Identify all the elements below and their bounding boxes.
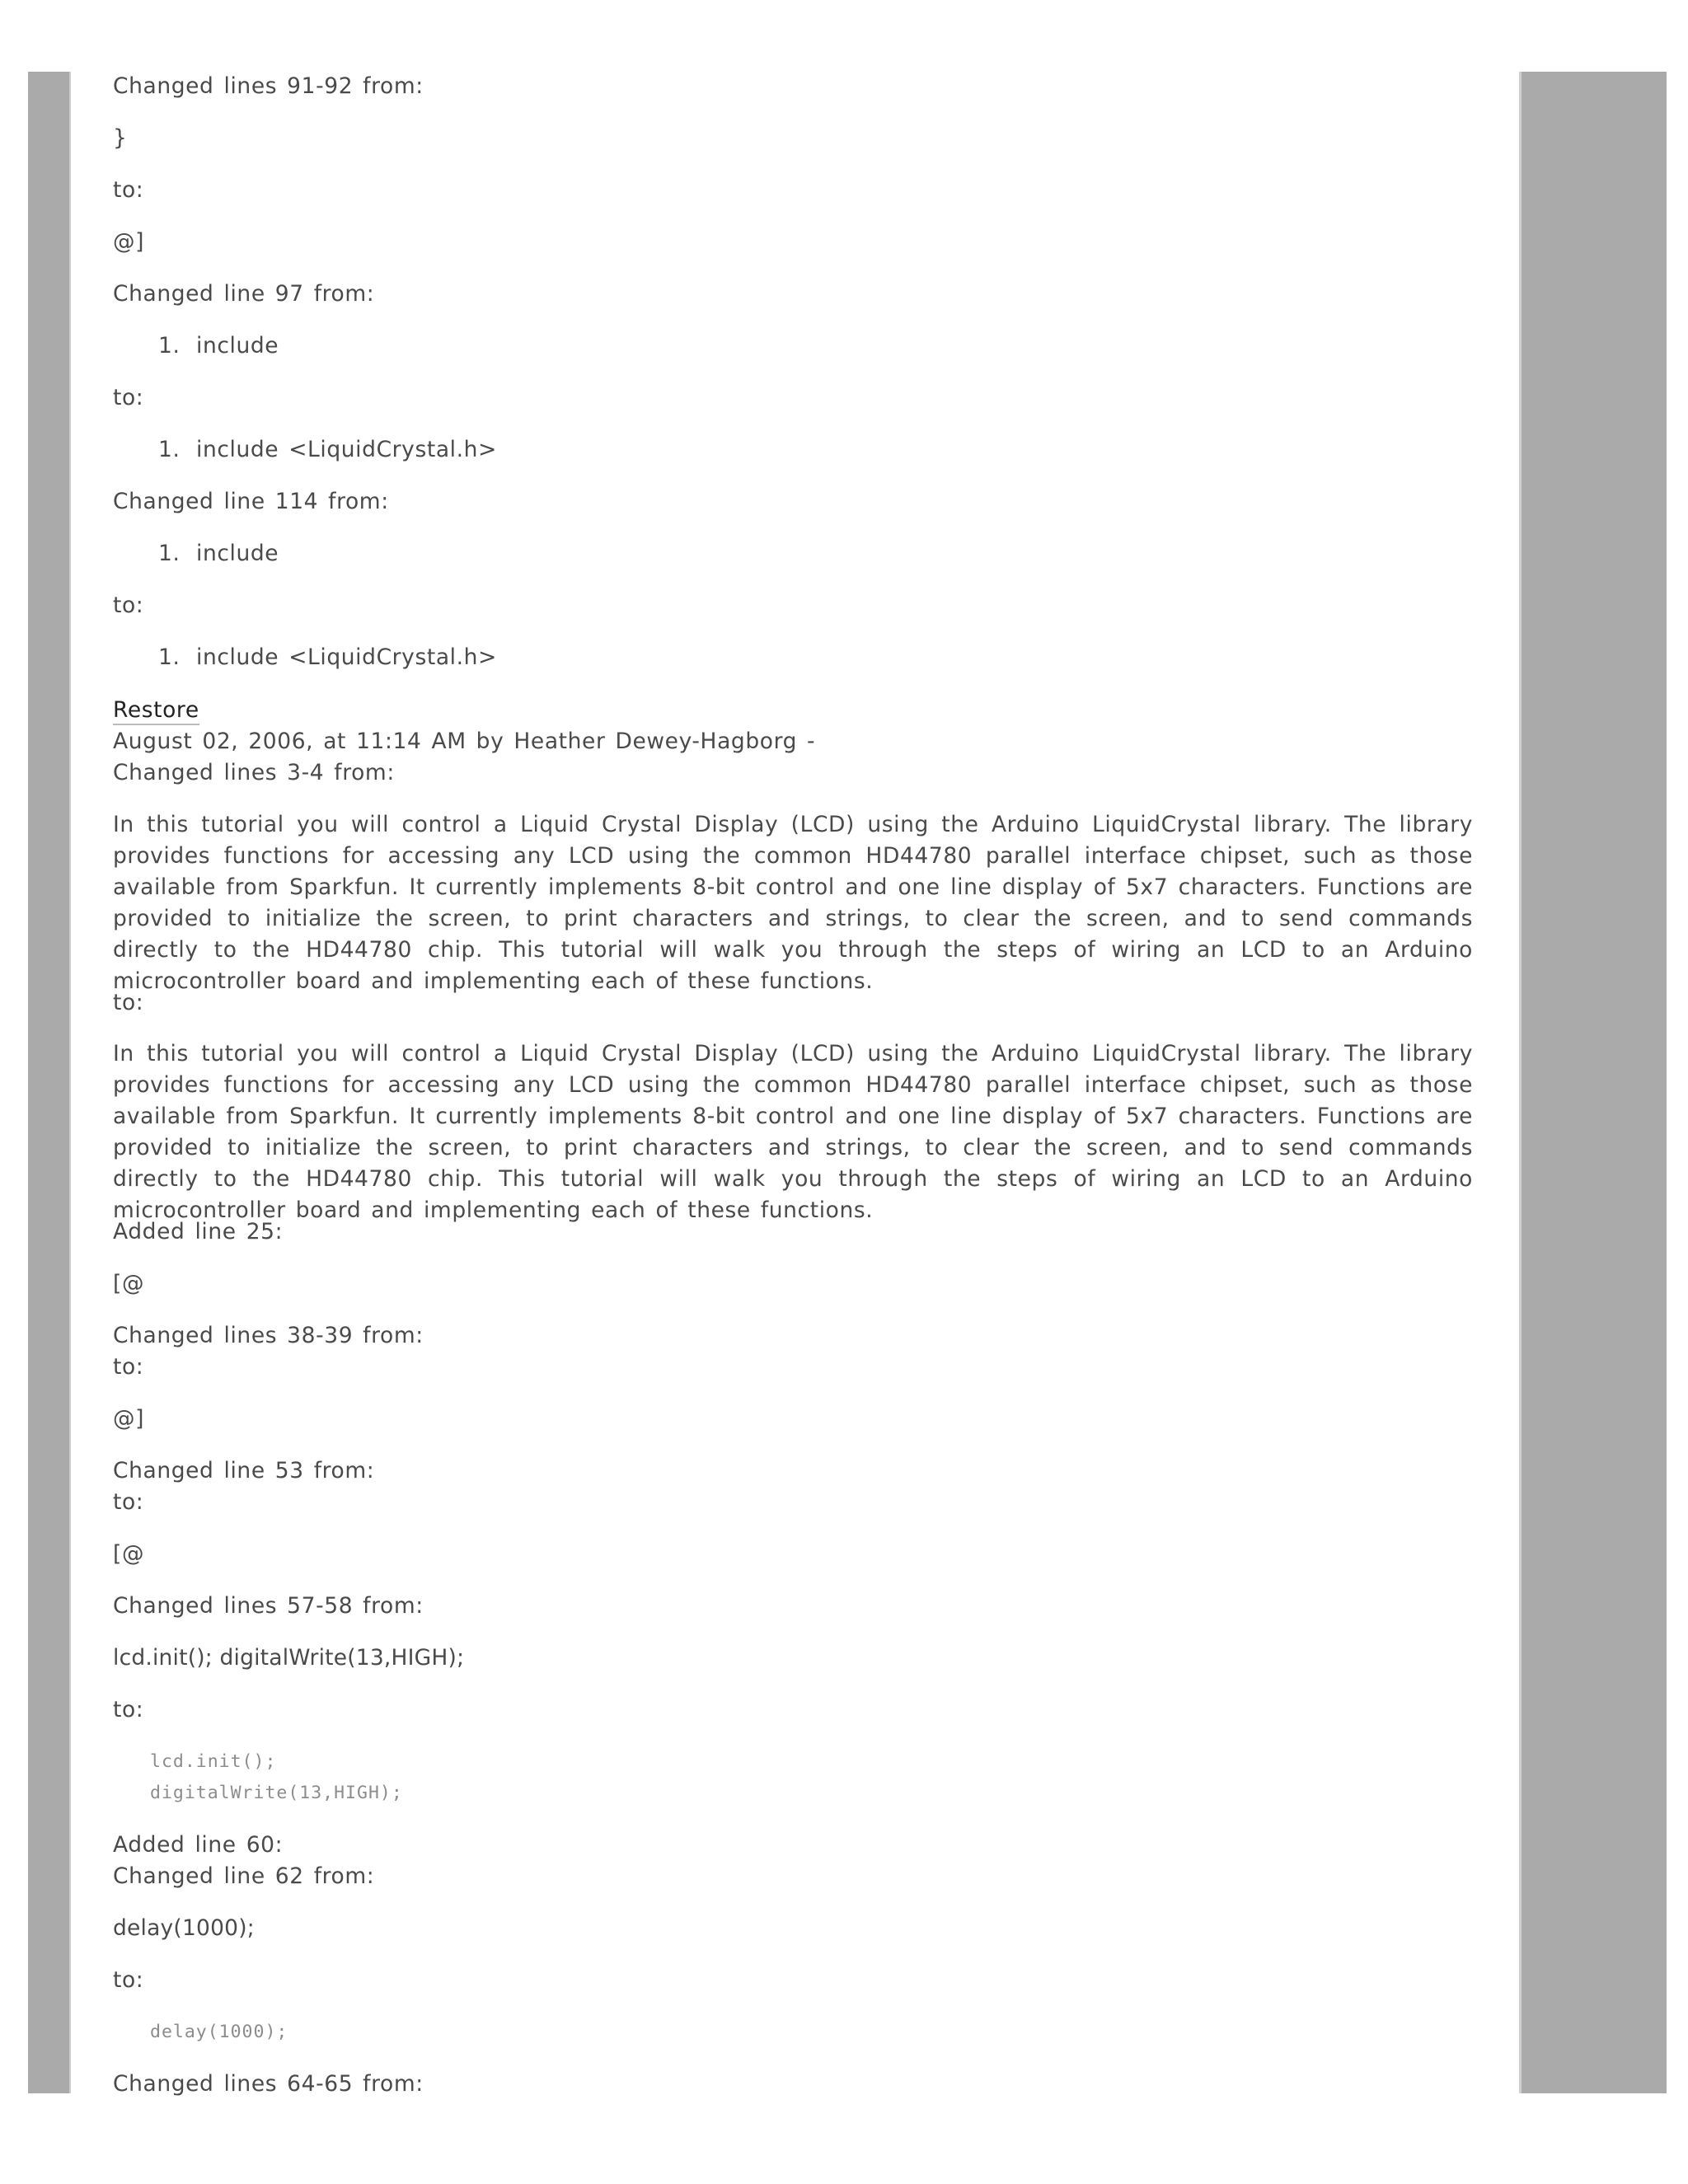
diff-heading: Changed line 97 from: — [113, 281, 375, 307]
diff-to-label: to: — [113, 990, 144, 1015]
diff-heading: Changed lines 57-58 from: — [113, 1593, 424, 1619]
code-line: digitalWrite(13,HIGH); — [150, 1783, 403, 1803]
list-item-text: include — [196, 541, 279, 566]
diff-heading: Changed lines 3-4 from: — [113, 760, 395, 785]
diff-to-label: to: — [113, 1967, 144, 1993]
diff-heading: Changed lines 91-92 from: — [113, 73, 424, 99]
list-number: 1. — [158, 541, 181, 566]
list-item-text: include <LiquidCrystal.h> — [196, 644, 497, 670]
list-number: 1. — [158, 437, 181, 462]
diff-paragraph-from: In this tutorial you will control a Liquid Crystal Display (LCD) using the Arduino LiquidCrystal library. The library provides functions for accessing any LCD using the common HD44780 parallel interface chipset, such as those available from Sparkfun. It currently implements 8-bit control and one line display of 5x7 characters. Functions are provided to initialize the screen, to print characters and strings, to clear the screen, and to send commands directly to the HD44780 chip. This tutorial will walk you through the steps of wiring an LCD to an Arduino microcontroller board and implementing each of these functions. — [113, 812, 1473, 994]
diff-heading: Changed lines 38-39 from: — [113, 1323, 424, 1348]
diff-to-label: to: — [113, 385, 144, 410]
left-margin-edge — [69, 72, 71, 2093]
diff-to-label: to: — [113, 177, 144, 203]
diff-heading: Added line 25: — [113, 1219, 284, 1244]
diff-to-label: to: — [113, 1489, 144, 1515]
restore-link[interactable]: Restore — [113, 697, 199, 725]
diff-heading: Changed lines 64-65 from: — [113, 2071, 424, 2097]
list-item — [158, 330, 279, 362]
diff-heading: Changed line 114 from: — [113, 489, 389, 514]
diff-to-label: to: — [113, 593, 144, 618]
diff-text: } — [113, 125, 128, 151]
diff-to-label: to: — [113, 1354, 144, 1380]
list-number: 1. — [158, 333, 181, 359]
right-margin-bar — [1522, 72, 1667, 2093]
diff-heading: Changed line 53 from: — [113, 1458, 375, 1483]
diff-to-label: to: — [113, 1697, 144, 1722]
diff-heading: Added line 60: — [113, 1832, 284, 1858]
list-number: 1. — [158, 644, 181, 670]
diff-text: [@ — [113, 1541, 145, 1567]
revision-meta: August 02, 2006, at 11:14 AM by Heather Dewey-Hagborg - — [113, 729, 816, 754]
diff-text: @] — [113, 1406, 145, 1432]
diff-heading: Changed line 62 from: — [113, 1863, 375, 1889]
list-item-text: include — [196, 333, 279, 359]
left-margin-bar — [28, 72, 69, 2093]
diff-text: lcd.init(); digitalWrite(13,HIGH); — [113, 1645, 465, 1671]
restore-link-row — [113, 695, 199, 726]
diff-paragraph-to: In this tutorial you will control a Liquid Crystal Display (LCD) using the Arduino LiquidCrystal library. The library provides functions for accessing any LCD using the common HD44780 parallel interface chipset, such as those available from Sparkfun. It currently implements 8-bit control and one line display of 5x7 characters. Functions are provided to initialize the screen, to print characters and strings, to clear the screen, and to send commands directly to the HD44780 chip. This tutorial will walk you through the steps of wiring an LCD to an Arduino microcontroller board and implementing each of these functions. — [113, 1041, 1473, 1223]
code-line: lcd.init(); — [150, 1751, 277, 1772]
list-item — [158, 434, 497, 466]
list-item — [158, 642, 497, 673]
code-line: delay(1000); — [150, 2022, 288, 2042]
list-item-text: include <LiquidCrystal.h> — [196, 437, 497, 462]
list-item — [158, 538, 279, 569]
diff-text: [@ — [113, 1271, 145, 1296]
diff-text: delay(1000); — [113, 1915, 255, 1941]
diff-text: @] — [113, 229, 145, 255]
